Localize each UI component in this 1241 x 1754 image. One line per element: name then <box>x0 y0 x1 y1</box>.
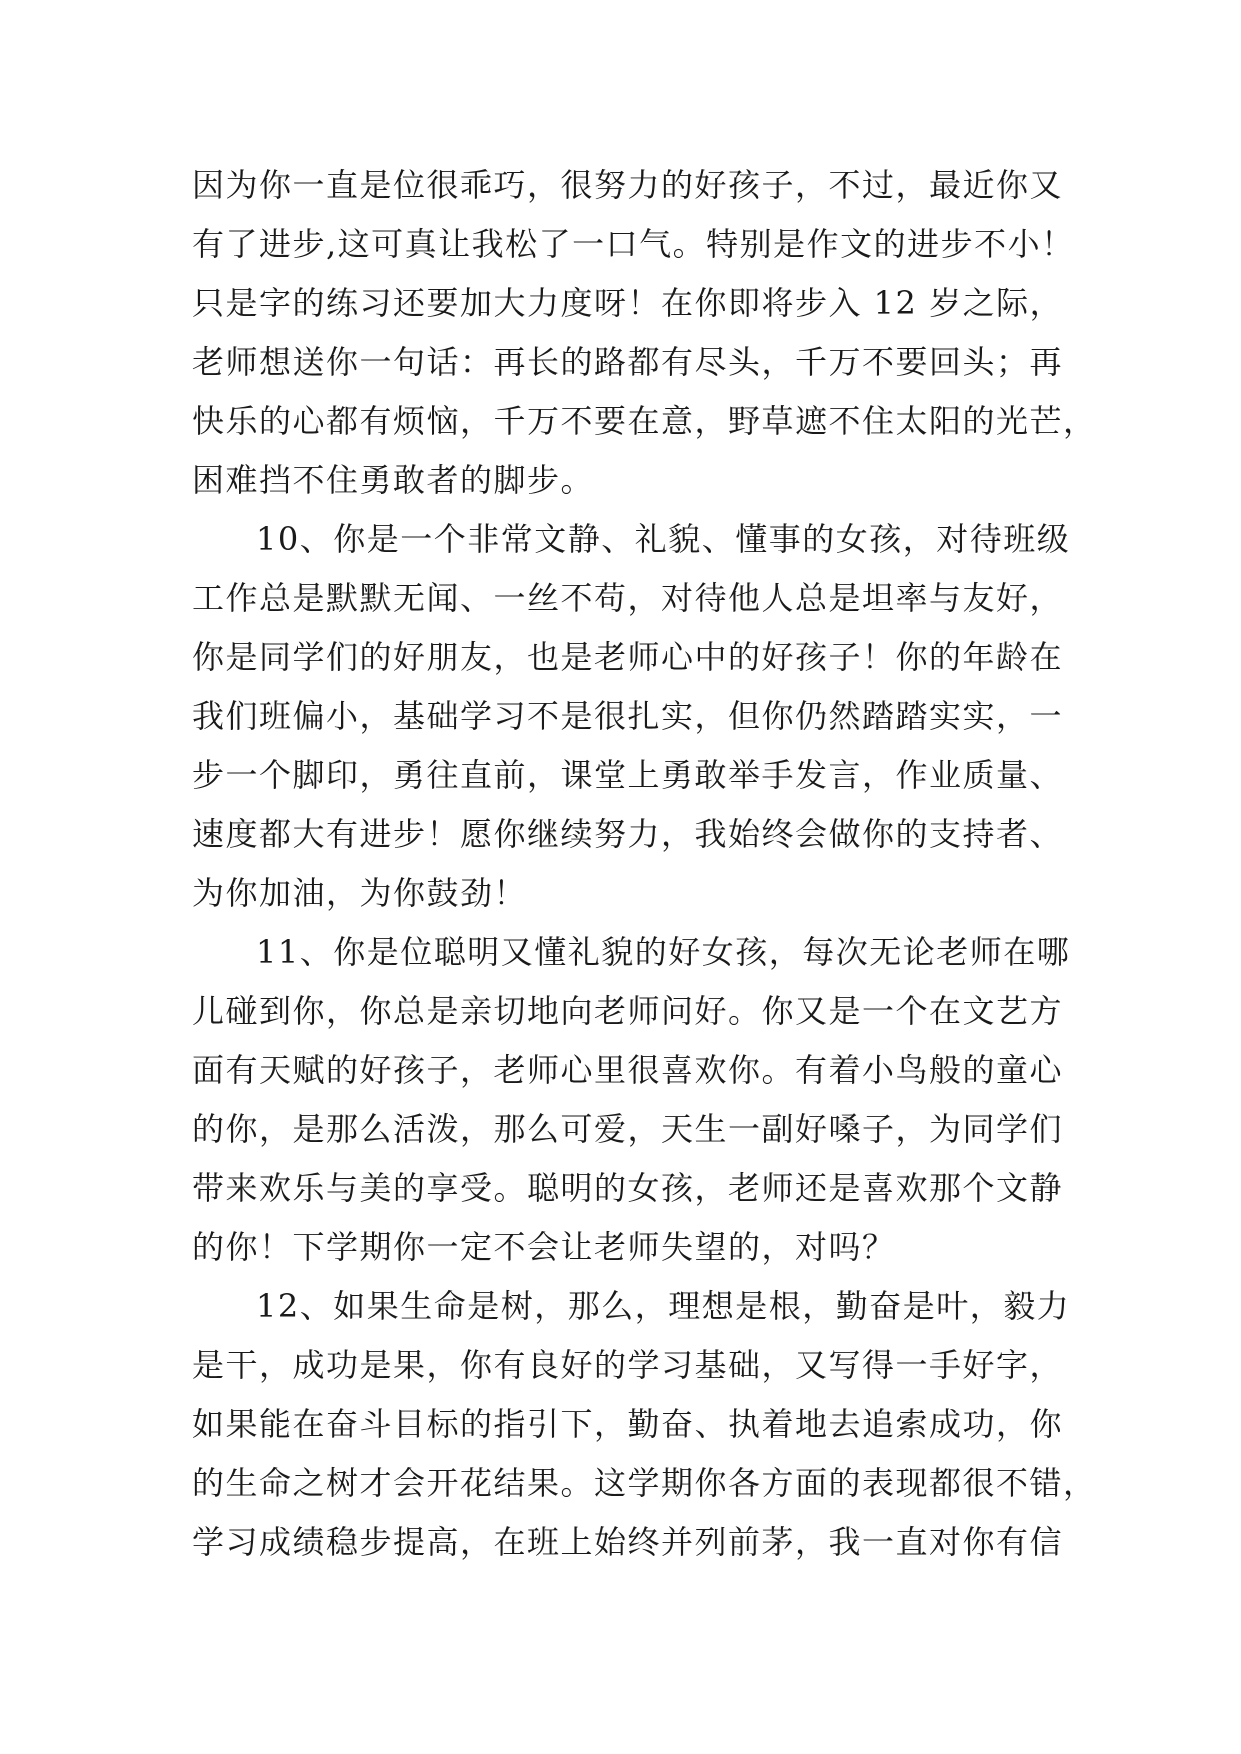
text-line: 困难挡不住勇敢者的脚步。 <box>192 461 595 499</box>
text-line: 为你加油，为你鼓劲！ <box>192 874 528 912</box>
paragraph-start-12: 12、如果生命是树，那么，理想是根，勤奋是叶，毅力 <box>256 1287 1071 1325</box>
paragraph-start-10: 10、你是一个非常文静、礼貌、懂事的女孩，对待班级 <box>256 520 1071 558</box>
text-line: 因为你一直是位很乖巧，很努力的好孩子，不过，最近你又 <box>192 166 1064 204</box>
text-line: 老师想送你一句话：再长的路都有尽头，千万不要回头；再 <box>192 343 1064 381</box>
text-line: 的你！下学期你一定不会让老师失望的，对吗？ <box>192 1228 896 1266</box>
text-line: 你是同学们的好朋友，也是老师心中的好孩子！你的年龄在 <box>192 638 1064 676</box>
text-line: 如果能在奋斗目标的指引下，勤奋、执着地去追索成功，你 <box>192 1405 1064 1443</box>
text-line: 只是字的练习还要加大力度呀！在你即将步入 12 岁之际， <box>192 284 1064 322</box>
text-line: 快乐的心都有烦恼，千万不要在意，野草遮不住太阳的光芒， <box>192 402 1097 440</box>
document-body-text <box>192 156 1097 1572</box>
text-line: 带来欢乐与美的享受。聪明的女孩，老师还是喜欢那个文静 <box>192 1169 1064 1207</box>
text-line: 的生命之树才会开花结果。这学期你各方面的表现都很不错， <box>192 1464 1097 1502</box>
paragraph-start-11: 11、你是位聪明又懂礼貌的好女孩，每次无论老师在哪 <box>256 933 1071 971</box>
text-line: 速度都大有进步！愿你继续努力，我始终会做你的支持者、 <box>192 815 1064 853</box>
text-line: 工作总是默默无闻、一丝不苟，对待他人总是坦率与友好， <box>192 579 1064 617</box>
text-line: 学习成绩稳步提高，在班上始终并列前茅，我一直对你有信 <box>192 1523 1064 1561</box>
text-line: 有了进步,这可真让我松了一口气。特别是作文的进步不小！ <box>192 225 1075 263</box>
text-line: 是干，成功是果，你有良好的学习基础，又写得一手好字， <box>192 1346 1064 1384</box>
text-line: 步一个脚印，勇往直前，课堂上勇敢举手发言，作业质量、 <box>192 756 1064 794</box>
text-line: 儿碰到你，你总是亲切地向老师问好。你又是一个在文艺方 <box>192 992 1064 1030</box>
text-line: 的你，是那么活泼，那么可爱，天生一副好嗓子，为同学们 <box>192 1110 1064 1148</box>
text-line: 我们班偏小，基础学习不是很扎实，但你仍然踏踏实实，一 <box>192 697 1064 735</box>
text-line: 面有天赋的好孩子，老师心里很喜欢你。有着小鸟般的童心 <box>192 1051 1064 1089</box>
